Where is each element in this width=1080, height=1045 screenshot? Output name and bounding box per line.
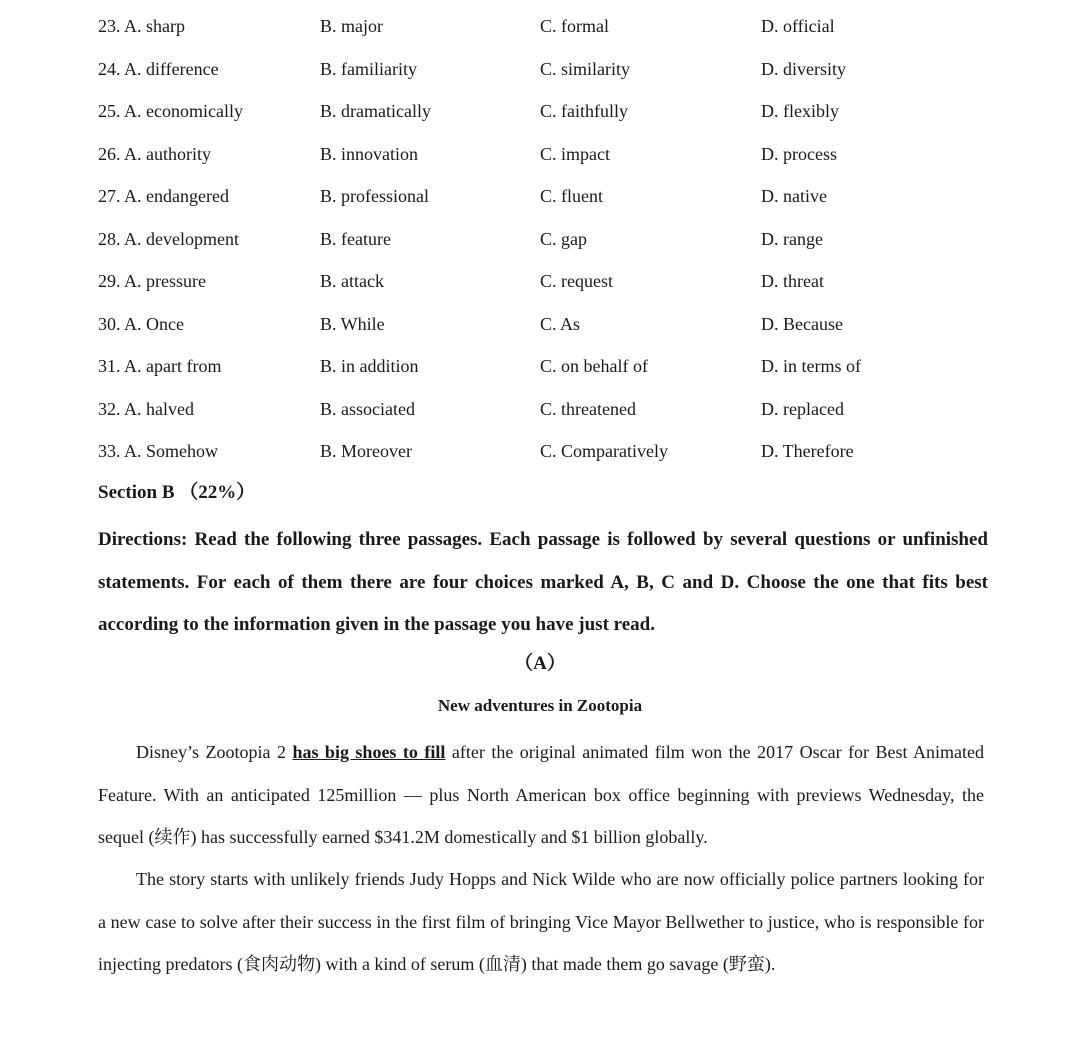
option-row — [98, 179, 998, 222]
option-row — [98, 349, 998, 392]
option-a: 27. A. endangered — [98, 186, 229, 206]
option-a: 29. A. pressure — [98, 271, 206, 291]
option-c: C. request — [540, 271, 613, 291]
option-c: C. faithfully — [540, 101, 628, 121]
option-d: D. range — [761, 228, 823, 249]
option-a: 30. A. Once — [98, 313, 184, 334]
option-b: B. associated — [320, 398, 415, 419]
section-heading: Section B （22%） — [98, 482, 256, 503]
option-row — [98, 52, 998, 95]
option-row — [98, 434, 998, 477]
option-row — [98, 307, 998, 350]
option-a: 25. A. economically — [98, 101, 243, 121]
option-d: D. diversity — [761, 58, 846, 79]
option-row — [98, 264, 998, 307]
option-b: B. While — [320, 313, 385, 334]
passage-title: New adventures in Zootopia — [437, 696, 643, 715]
option-c: C. gap — [540, 228, 587, 249]
answer-options-list — [98, 9, 998, 477]
option-c: C. formal — [540, 16, 609, 36]
option-b: B. major — [320, 16, 383, 36]
option-d: D. Because — [761, 313, 843, 334]
option-a: 23. A. sharp — [98, 16, 185, 36]
option-b: B. familiarity — [320, 58, 417, 79]
passage-paragraph — [98, 731, 984, 859]
option-b: B. feature — [320, 228, 391, 249]
option-a: 32. A. halved — [98, 398, 194, 419]
option-c: C. threatened — [540, 398, 636, 419]
option-a: 31. A. apart from — [98, 356, 222, 376]
option-d: D. in terms of — [761, 356, 861, 376]
option-d: D. official — [761, 16, 835, 36]
option-a: 24. A. difference — [98, 58, 219, 79]
underlined-phrase: has big shoes to fill — [292, 742, 446, 762]
passage-paragraph: The story starts with unlikely friends Judy Hopps and Nick Wilde who are now officially police partners looking for a new case to solve after their success in the first film of bringing Vice Mayor Bellwether to justice, who is responsible for injecting predators (食肉动物) with a kind of serum (血清) that made them go savage (野蛮). — [98, 869, 984, 974]
option-c: C. As — [540, 313, 581, 334]
option-row — [98, 392, 998, 435]
option-d: D. threat — [761, 271, 824, 291]
paragraph-text: after the original animated film won the 2017 Oscar for Best Animated Feature. With an anticipated 125million — plus North American box office beginning with previews Wednesday, the sequel (续作) has successfully earned $341.2M domestically and $1 billion globally. — [98, 742, 984, 847]
option-b: B. attack — [320, 271, 384, 291]
option-row — [98, 137, 998, 180]
option-b: B. Moreover — [320, 441, 412, 461]
option-d: D. replaced — [761, 398, 844, 419]
option-d: D. flexibly — [761, 101, 839, 121]
option-row — [98, 222, 998, 265]
passage-label: （A） — [514, 653, 566, 674]
option-d: D. native — [761, 186, 827, 206]
option-a: 28. A. development — [98, 228, 239, 249]
option-a: 26. A. authority — [98, 143, 211, 164]
option-d: D. Therefore — [761, 441, 854, 461]
option-b: B. dramatically — [320, 101, 431, 121]
option-c: C. on behalf of — [540, 356, 648, 376]
option-b: B. in addition — [320, 356, 419, 376]
option-c: C. fluent — [540, 186, 603, 206]
option-c: C. similarity — [540, 58, 630, 79]
directions-text: Directions: Read the following three passages. Each passage is followed by several questions or unfinished statements. For each of them there are four choices marked A, B, C and D. Choose the one that fits best according to the information given in the passage you have just read. — [98, 529, 988, 635]
paragraph-text: Disney’s Zootopia 2 — [136, 742, 293, 762]
option-row — [98, 9, 998, 52]
option-a: 33. A. Somehow — [98, 441, 219, 461]
option-c: C. Comparatively — [540, 441, 668, 461]
option-row — [98, 94, 998, 137]
option-b: B. professional — [320, 186, 429, 206]
option-d: D. process — [761, 143, 837, 164]
option-c: C. impact — [540, 143, 610, 164]
option-b: B. innovation — [320, 143, 418, 164]
